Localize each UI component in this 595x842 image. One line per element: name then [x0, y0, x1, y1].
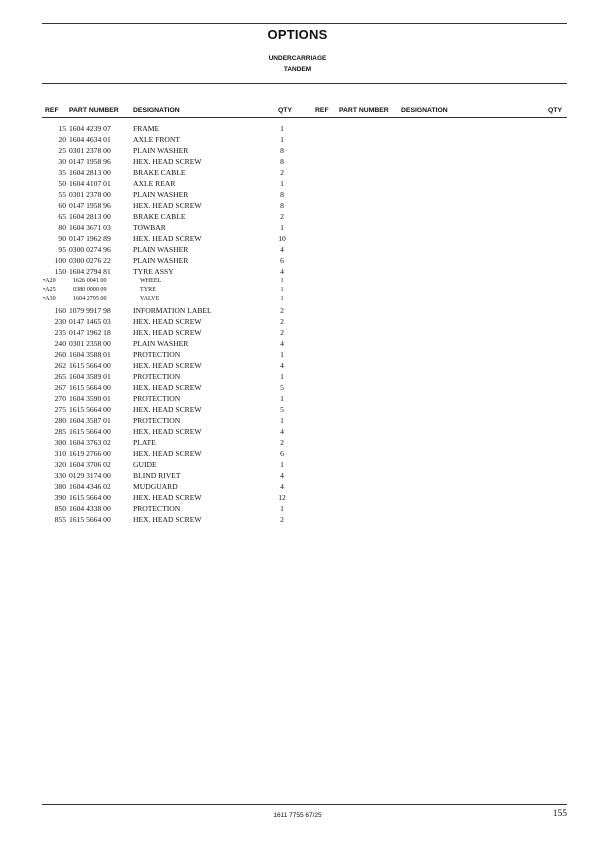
part-row: [0, 426, 595, 437]
col-header-part-number-right: PART NUMBER: [339, 107, 389, 114]
qty-cell: 4: [280, 360, 284, 370]
part-number-cell: 1604 2813 00: [69, 168, 111, 177]
part-number-cell: 1626 0041 00: [73, 278, 107, 284]
ref-cell: 55: [58, 190, 66, 199]
part-row: [0, 338, 595, 349]
part-row: [0, 222, 595, 233]
designation-cell: BLIND RIVET: [133, 470, 181, 480]
qty-cell: 8: [280, 157, 284, 166]
part-number-cell: 1604 4346 02: [69, 481, 111, 491]
col-header-designation: DESIGNATION: [133, 107, 180, 114]
ref-cell: 50: [58, 179, 66, 188]
designation-cell: HEX. HEAD SCREW: [133, 327, 202, 337]
col-header-qty: QTY: [278, 107, 292, 114]
designation-cell: HEX. HEAD SCREW: [133, 492, 202, 502]
qty-cell: 4: [280, 470, 284, 480]
designation-cell: PLAIN WASHER: [133, 338, 189, 348]
ref-cell: 380: [54, 481, 66, 491]
qty-cell: 5: [280, 404, 284, 414]
qty-cell: 6: [280, 256, 284, 265]
part-row: [0, 244, 595, 255]
designation-cell: HEX. HEAD SCREW: [133, 426, 202, 436]
part-number-cell: 1615 5664 00: [69, 404, 111, 414]
part-number-cell: 1615 5664 00: [69, 382, 111, 392]
sub-part-row: [0, 295, 595, 304]
part-row: [0, 393, 595, 404]
ref-cell: 280: [54, 415, 66, 425]
part-row: [0, 327, 595, 338]
part-number-cell: 1604 3763 02: [69, 437, 111, 447]
designation-cell: HEX. HEAD SCREW: [133, 514, 202, 524]
designation-cell: PLAIN WASHER: [133, 256, 189, 265]
part-number-cell: 1604 4107 01: [69, 179, 111, 188]
qty-cell: 1: [280, 124, 284, 133]
part-number-cell: 1615 5664 00: [69, 514, 111, 524]
designation-cell: TYRE: [140, 287, 156, 294]
ref-cell: 90: [58, 234, 66, 243]
part-row: [0, 189, 595, 200]
col-header-ref-right: REF: [315, 107, 329, 114]
ref-cell: 300: [54, 437, 66, 447]
part-row: [0, 371, 595, 382]
qty-cell: 1: [280, 393, 284, 403]
section-subtitle: UNDERCARRIAGE: [268, 55, 327, 62]
part-row: [0, 134, 595, 145]
designation-cell: PROTECTION: [133, 415, 181, 425]
part-row: [0, 349, 595, 360]
designation-cell: HEX. HEAD SCREW: [133, 382, 202, 392]
sub-part-row: [0, 277, 595, 286]
ref-cell: 265: [54, 371, 66, 381]
ref-cell: 65: [58, 212, 66, 221]
part-row: [0, 255, 595, 266]
qty-cell: 12: [278, 492, 286, 502]
part-row: [0, 200, 595, 211]
ref-cell: •A25: [43, 287, 56, 294]
ref-cell: 270: [54, 393, 66, 403]
part-number-cell: 0301 2378 00: [69, 146, 111, 155]
designation-cell: FRAME: [133, 124, 160, 133]
header-rule: [42, 83, 567, 84]
part-number-cell: 0301 2358 00: [69, 338, 111, 348]
qty-cell: 1: [280, 287, 284, 294]
part-row: [0, 266, 595, 277]
ref-cell: 60: [58, 201, 66, 210]
qty-cell: 1: [280, 459, 284, 469]
part-number-cell: 1604 4338 00: [69, 503, 111, 513]
part-row: [0, 156, 595, 167]
part-row: [0, 503, 595, 514]
part-number-cell: 1604 3706 02: [69, 459, 111, 469]
qty-cell: 2: [280, 168, 284, 177]
part-number-cell: 0147 1958 96: [69, 157, 111, 166]
qty-cell: 1: [280, 135, 284, 144]
qty-cell: 4: [280, 267, 284, 276]
part-number-cell: 1604 2813 00: [69, 212, 111, 221]
part-row: [0, 404, 595, 415]
designation-cell: PROTECTION: [133, 371, 181, 381]
qty-cell: 4: [280, 245, 284, 254]
qty-cell: 1: [280, 503, 284, 513]
qty-cell: 5: [280, 382, 284, 392]
qty-cell: 2: [280, 437, 284, 447]
part-row: [0, 145, 595, 156]
designation-cell: PLAIN WASHER: [133, 190, 189, 199]
part-number-cell: 1604 4634 01: [69, 135, 111, 144]
part-number-cell: 1615 5664 00: [69, 426, 111, 436]
designation-cell: TOWBAR: [133, 223, 166, 232]
designation-cell: HEX. HEAD SCREW: [133, 234, 202, 243]
part-number-cell: 1604 3587 01: [69, 415, 111, 425]
ref-cell: 35: [58, 168, 66, 177]
ref-cell: 150: [54, 267, 66, 276]
qty-cell: 4: [280, 481, 284, 491]
part-number-cell: 1604 3590 01: [69, 393, 111, 403]
qty-cell: 8: [280, 201, 284, 210]
part-row: [0, 211, 595, 222]
ref-cell: 275: [54, 404, 66, 414]
part-row: [0, 514, 595, 525]
qty-cell: 8: [280, 146, 284, 155]
qty-cell: 8: [280, 190, 284, 199]
designation-cell: WHEEL: [140, 278, 162, 284]
ref-cell: •A20: [43, 278, 56, 284]
ref-cell: 850: [54, 503, 66, 513]
designation-cell: AXLE FRONT: [133, 135, 181, 144]
designation-cell: TYRE ASSY: [133, 267, 174, 276]
ref-cell: 260: [54, 349, 66, 359]
qty-cell: 1: [280, 296, 284, 303]
part-row: [0, 305, 595, 316]
ref-cell: 240: [54, 338, 66, 348]
qty-cell: 1: [280, 371, 284, 381]
qty-cell: 6: [280, 448, 284, 458]
part-number-cell: 1604 3588 01: [69, 349, 111, 359]
designation-cell: PROTECTION: [133, 503, 181, 513]
designation-cell: MUDGUARD: [133, 481, 178, 491]
part-row: [0, 167, 595, 178]
page-title: OPTIONS: [267, 27, 328, 42]
qty-cell: 2: [280, 305, 284, 315]
part-row: [0, 481, 595, 492]
part-row: [0, 178, 595, 189]
ref-cell: 285: [54, 426, 66, 436]
qty-cell: 4: [280, 426, 284, 436]
part-row: [0, 360, 595, 371]
qty-cell: 2: [280, 327, 284, 337]
col-header-designation-right: DESIGNATION: [401, 107, 448, 114]
qty-cell: 4: [280, 338, 284, 348]
part-number-cell: 1604 2795 00: [73, 296, 107, 303]
ref-cell: 15: [58, 124, 66, 133]
designation-cell: BRAKE CABLE: [133, 212, 186, 221]
designation-cell: HEX. HEAD SCREW: [133, 316, 202, 326]
designation-cell: INFORMATION LABEL: [133, 305, 212, 315]
part-number-cell: 1604 4239 07: [69, 124, 111, 133]
designation-cell: PLAIN WASHER: [133, 245, 189, 254]
part-number-cell: 1619 2766 00: [69, 448, 111, 458]
sub-part-row: [0, 286, 595, 295]
ref-cell: 235: [54, 327, 66, 337]
ref-cell: 320: [54, 459, 66, 469]
part-number-cell: 1604 3671 03: [69, 223, 111, 232]
top-rule: [42, 23, 567, 24]
qty-cell: 1: [280, 278, 284, 284]
part-number-cell: 0301 2378 00: [69, 190, 111, 199]
part-row: [0, 233, 595, 244]
part-row: [0, 316, 595, 327]
designation-cell: PLAIN WASHER: [133, 146, 189, 155]
part-number-cell: 0300 0276 22: [69, 256, 111, 265]
designation-cell: GUIDE: [133, 459, 157, 469]
part-row: [0, 437, 595, 448]
qty-cell: 10: [278, 234, 286, 243]
ref-cell: 390: [54, 492, 66, 502]
column-header-rule: [42, 117, 567, 118]
qty-cell: 1: [280, 223, 284, 232]
designation-cell: BRAKE CABLE: [133, 168, 186, 177]
parts-list: [0, 123, 595, 525]
part-row: [0, 123, 595, 134]
ref-cell: 262: [54, 360, 66, 370]
ref-cell: 80: [58, 223, 66, 232]
part-number-cell: 0380 0000 09: [73, 287, 107, 294]
ref-cell: 95: [58, 245, 66, 254]
part-number-cell: 0147 1958 96: [69, 201, 111, 210]
designation-cell: HEX. HEAD SCREW: [133, 201, 202, 210]
designation-cell: HEX. HEAD SCREW: [133, 157, 202, 166]
col-header-ref: REF: [45, 107, 59, 114]
ref-cell: 310: [54, 448, 66, 458]
designation-cell: HEX. HEAD SCREW: [133, 404, 202, 414]
qty-cell: 2: [280, 514, 284, 524]
part-number-cell: 0147 1465 03: [69, 316, 111, 326]
designation-cell: AXLE REAR: [133, 179, 176, 188]
designation-cell: PLATE: [133, 437, 156, 447]
part-number-cell: 1615 5664 00: [69, 492, 111, 502]
qty-cell: 1: [280, 415, 284, 425]
part-row: [0, 382, 595, 393]
designation-cell: HEX. HEAD SCREW: [133, 360, 202, 370]
ref-cell: 100: [54, 256, 66, 265]
ref-cell: 25: [58, 146, 66, 155]
ref-cell: 267: [54, 382, 66, 392]
part-number-cell: 1615 5664 00: [69, 360, 111, 370]
ref-cell: 160: [54, 305, 66, 315]
part-row: [0, 459, 595, 470]
qty-cell: 2: [280, 316, 284, 326]
part-number-cell: 0147 1962 89: [69, 234, 111, 243]
ref-cell: 30: [58, 157, 66, 166]
part-number-cell: 1604 3589 01: [69, 371, 111, 381]
col-header-qty-right: QTY: [548, 107, 562, 114]
designation-cell: HEX. HEAD SCREW: [133, 448, 202, 458]
qty-cell: 1: [280, 179, 284, 188]
qty-cell: 1: [280, 349, 284, 359]
part-row: [0, 470, 595, 481]
part-row: [0, 448, 595, 459]
ref-cell: 20: [58, 135, 66, 144]
ref-cell: 230: [54, 316, 66, 326]
footer-rule: [42, 804, 567, 805]
part-number-cell: 0300 0274 96: [69, 245, 111, 254]
ref-cell: •A30: [43, 296, 56, 303]
part-row: [0, 492, 595, 503]
page-number: 155: [552, 809, 567, 819]
section-subtitle-variant: TANDEM: [283, 66, 312, 73]
part-number-cell: 1604 2794 81: [69, 267, 111, 276]
part-number-cell: 1079 9917 98: [69, 305, 111, 315]
col-header-part-number: PART NUMBER: [69, 107, 119, 114]
ref-cell: 855: [54, 514, 66, 524]
part-number-cell: 0129 3174 00: [69, 470, 111, 480]
designation-cell: VALVE: [140, 296, 160, 303]
part-number-cell: 0147 1962 18: [69, 327, 111, 337]
designation-cell: PROTECTION: [133, 393, 181, 403]
qty-cell: 2: [280, 212, 284, 221]
ref-cell: 330: [54, 470, 66, 480]
part-row: [0, 415, 595, 426]
designation-cell: PROTECTION: [133, 349, 181, 359]
document-code: 1611 7755 67/25: [273, 812, 322, 819]
